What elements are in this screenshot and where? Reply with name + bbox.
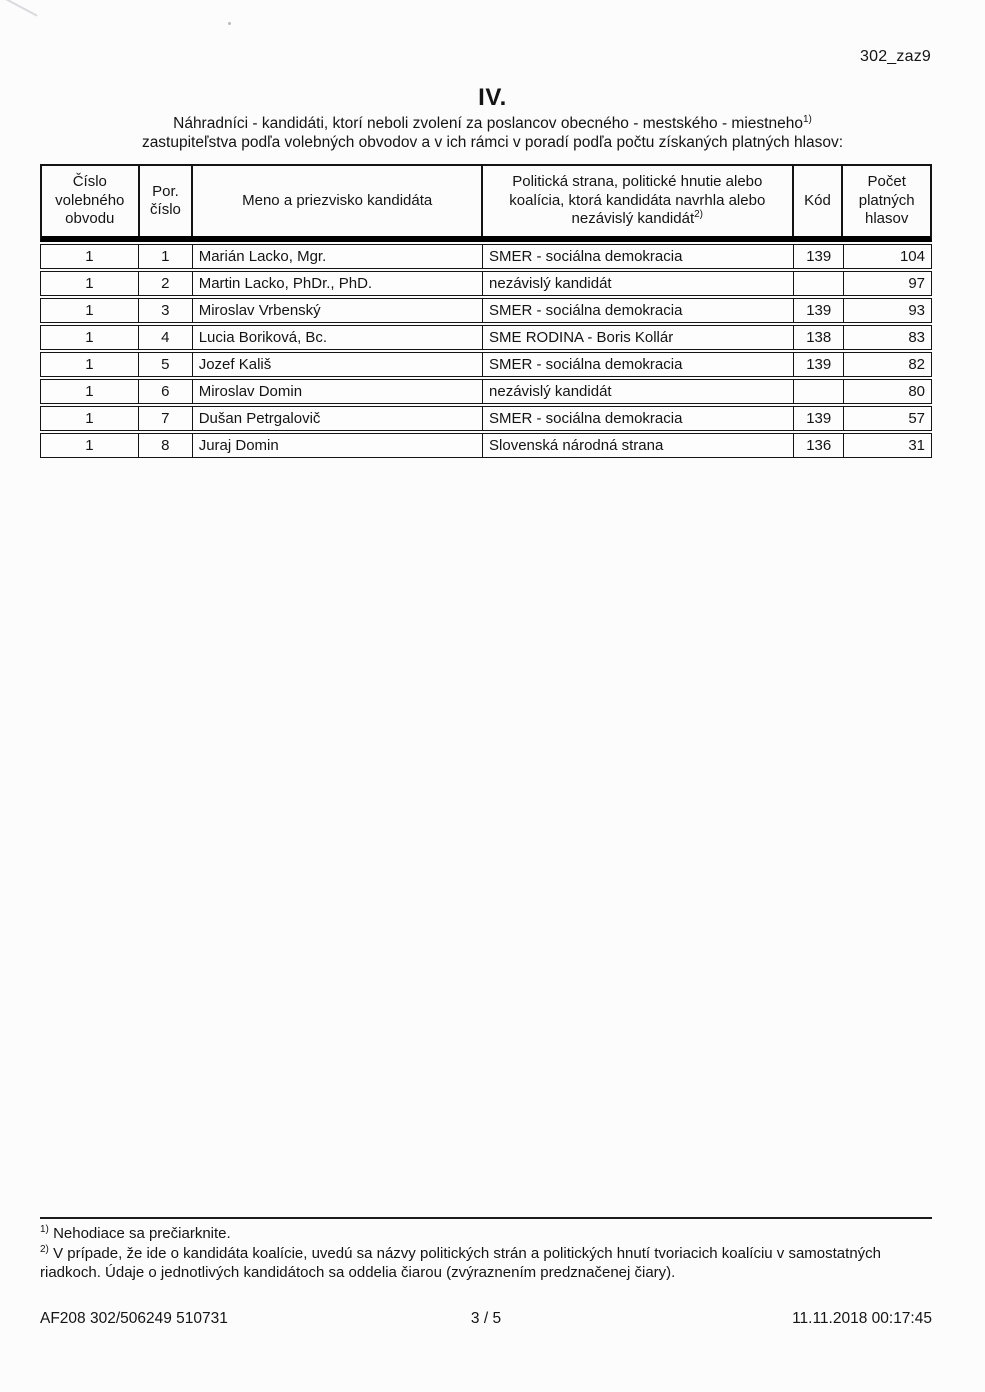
cell-candidate-name: Marián Lacko, Mgr. xyxy=(193,245,483,268)
footnote-divider xyxy=(40,1217,932,1219)
cell-serial-number: 2 xyxy=(139,272,193,295)
footnote-ref-2: 2) xyxy=(694,209,704,221)
cell-valid-votes: 93 xyxy=(908,302,925,319)
table-row xyxy=(40,325,932,350)
cell-electoral-district: 1 xyxy=(41,245,139,268)
cell-candidate-name: Miroslav Domin xyxy=(193,380,483,403)
cell-party: SMER - sociálna demokracia xyxy=(483,353,794,376)
table-row xyxy=(40,379,932,404)
table-header-row xyxy=(40,164,932,242)
cell-code xyxy=(794,380,844,403)
cell-electoral-district: 1 xyxy=(41,434,139,457)
cell-electoral-district: 1 xyxy=(41,272,139,295)
cell-valid-votes: 31 xyxy=(908,437,925,454)
intro-paragraph xyxy=(30,114,955,152)
cell-valid-votes: 97 xyxy=(908,275,925,292)
table-row xyxy=(40,352,932,377)
cell-party: nezávislý kandidát xyxy=(483,380,794,403)
cell-party: SMER - sociálna demokracia xyxy=(483,245,794,268)
cell-candidate-name: Lucia Boriková, Bc. xyxy=(193,326,483,349)
footnote-1: $^{1)}$ Nehodiace sa prečiarknite. xyxy=(40,1224,231,1242)
cell-code: 138 xyxy=(794,326,844,349)
scan-artifact xyxy=(0,0,38,17)
cell-candidate-name: Miroslav Vrbenský xyxy=(193,299,483,322)
cell-code: 136 xyxy=(794,434,844,457)
print-timestamp: 11.11.2018 00:17:45 xyxy=(792,1310,932,1327)
header-party: Politická strana, politické hnutie alebo koalícia, ktorá kandidáta navrhla alebo nezávislý kandidát$^{2)}$ xyxy=(483,166,794,236)
intro-line-2: zastupiteľstva podľa volebných obvodov a v ich rámci v poradí podľa počtu získaných platných hlasov: xyxy=(141,134,844,151)
cell-valid-votes: 83 xyxy=(908,329,925,346)
header-valid-votes: Počet platných hlasov xyxy=(858,173,915,228)
intro-line-1: Náhradníci - kandidáti, ktorí neboli zvolení za poslancov obecného - mestského - miestneho xyxy=(173,115,803,132)
cell-valid-votes: 82 xyxy=(908,356,925,373)
cell-serial-number: 6 xyxy=(139,380,193,403)
cell-valid-votes: 57 xyxy=(908,410,925,427)
cell-serial-number: 1 xyxy=(139,245,193,268)
cell-party: Slovenská národná strana xyxy=(483,434,794,457)
cell-electoral-district: 1 xyxy=(41,299,139,322)
header-serial-number: Por. číslo xyxy=(140,166,194,236)
cell-candidate-name: Juraj Domin xyxy=(193,434,483,457)
document-code: 302_zaz9 xyxy=(860,48,931,65)
header-electoral-district: Číslo volebného obvodu xyxy=(42,166,140,236)
footnote-ref-1: 1) xyxy=(802,113,812,125)
cell-electoral-district: 1 xyxy=(41,353,139,376)
cell-electoral-district: 1 xyxy=(41,326,139,349)
cell-serial-number: 5 xyxy=(139,353,193,376)
cell-valid-votes: 80 xyxy=(908,383,925,400)
section-title: IV. xyxy=(478,84,507,111)
cell-candidate-name: Jozef Kališ xyxy=(193,353,483,376)
cell-code: 139 xyxy=(794,407,844,430)
page-number: 3 / 5 xyxy=(470,1310,502,1327)
page-footer xyxy=(40,1310,932,1328)
cell-electoral-district: 1 xyxy=(41,380,139,403)
cell-party: nezávislý kandidát xyxy=(483,272,794,295)
cell-serial-number: 3 xyxy=(139,299,193,322)
scan-artifact xyxy=(228,22,231,25)
table-row xyxy=(40,433,932,458)
table-row xyxy=(40,244,932,269)
header-candidate-name: Meno a priezvisko kandidáta xyxy=(193,166,483,236)
footnote-2: $^{2)}$ V prípade, že ide o kandidáta koalície, uvedú sa názvy politických strán a politických hnutí tvoriacich koalíciu v samostatných riadkoch. Údaje o jednotlivých kandidátoch sa oddelia čiarou (zvýraznením predznačenej čiary). xyxy=(40,1243,882,1281)
cell-code: 139 xyxy=(794,299,844,322)
cell-code: 139 xyxy=(794,353,844,376)
cell-serial-number: 4 xyxy=(139,326,193,349)
cell-valid-votes: 104 xyxy=(899,248,925,265)
cell-serial-number: 7 xyxy=(139,407,193,430)
cell-candidate-name: Dušan Petrgalovič xyxy=(193,407,483,430)
cell-electoral-district: 1 xyxy=(41,407,139,430)
footnotes xyxy=(40,1224,896,1283)
table-row xyxy=(40,271,932,296)
cell-code: 139 xyxy=(794,245,844,268)
cell-party: SMER - sociálna demokracia xyxy=(483,407,794,430)
cell-party: SMER - sociálna demokracia xyxy=(483,299,794,322)
candidates-table xyxy=(40,164,932,458)
cell-candidate-name: Martin Lacko, PhDr., PhD. xyxy=(193,272,483,295)
header-code: Kód xyxy=(794,166,844,236)
table-row xyxy=(40,298,932,323)
cell-party: SME RODINA - Boris Kollár xyxy=(483,326,794,349)
cell-code xyxy=(794,272,844,295)
form-code: AF208 302/506249 510731 xyxy=(40,1310,228,1327)
table-row xyxy=(40,406,932,431)
cell-serial-number: 8 xyxy=(139,434,193,457)
